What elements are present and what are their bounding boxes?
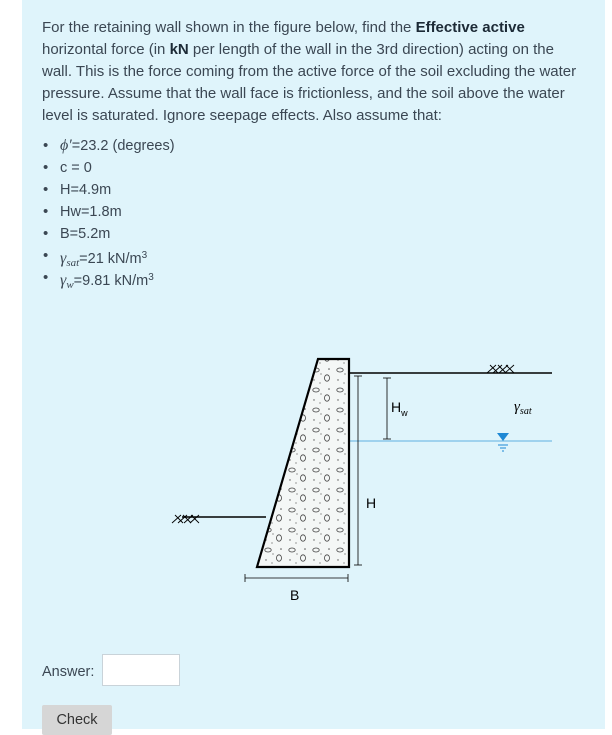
question-text-part: For the retaining wall shown in the figure below, find the [42,19,416,36]
label-H: H [366,495,377,511]
gamma-w-subscript: w [66,279,74,291]
answer-input[interactable] [102,654,180,686]
Hw-value: Hw=1.8m [60,204,122,220]
gamma-symbol: γ [60,272,67,289]
ground-hatch-left [172,515,199,523]
B-value: B=5.2m [60,226,111,242]
question-text-part: per length of the wall in the 3rd direction) acting on the wall. This is the force coming from the active force of the soil excluding the water pressure. Assume that the wall face is frictionless, and the soil above the water level is saturated. Ignore seepage effects. Also assume that: [42,41,577,124]
c-value: c = 0 [60,160,92,176]
label-B: B [290,587,300,603]
answer-label: Answer: [42,664,95,680]
param-phi [42,135,175,157]
water-table-marker-icon [497,433,509,451]
param-H [42,179,175,201]
retaining-wall [257,359,349,567]
question-bold-kn: kN [169,41,189,58]
gamma-sat-value: =21 kN/m [79,251,142,267]
question-bold-effective-active: Effective active [415,19,525,36]
gamma-sat-superscript: 3 [141,250,148,261]
retaining-wall-figure [142,345,552,610]
dimension-B [245,574,348,582]
check-button[interactable]: Check [42,705,112,735]
dimension-H [354,376,362,565]
gamma-sat-subscript: sat [66,257,80,269]
ground-hatch-right [487,365,514,373]
label-Hw: $H_w$ [391,399,408,418]
phi-value: =23.2 (degrees) [71,138,175,154]
phi-symbol: ϕ′ [60,137,72,154]
param-gamma-w [42,267,175,289]
param-c [42,157,175,179]
gamma-symbol: γ [60,250,67,267]
param-Hw [42,201,175,223]
question-text [42,17,587,127]
dimension-Hw [383,378,391,439]
param-gamma-sat [42,245,175,267]
param-B [42,223,175,245]
question-card [22,0,605,729]
gamma-w-value: =9.81 kN/m [73,273,149,289]
question-text-part: horizontal force (in [42,41,170,58]
parameter-list [42,135,175,289]
label-gamma-sat: $\gamma_{sat}$ [514,399,532,417]
H-value: H=4.9m [60,182,112,198]
gamma-w-superscript: 3 [148,272,154,283]
